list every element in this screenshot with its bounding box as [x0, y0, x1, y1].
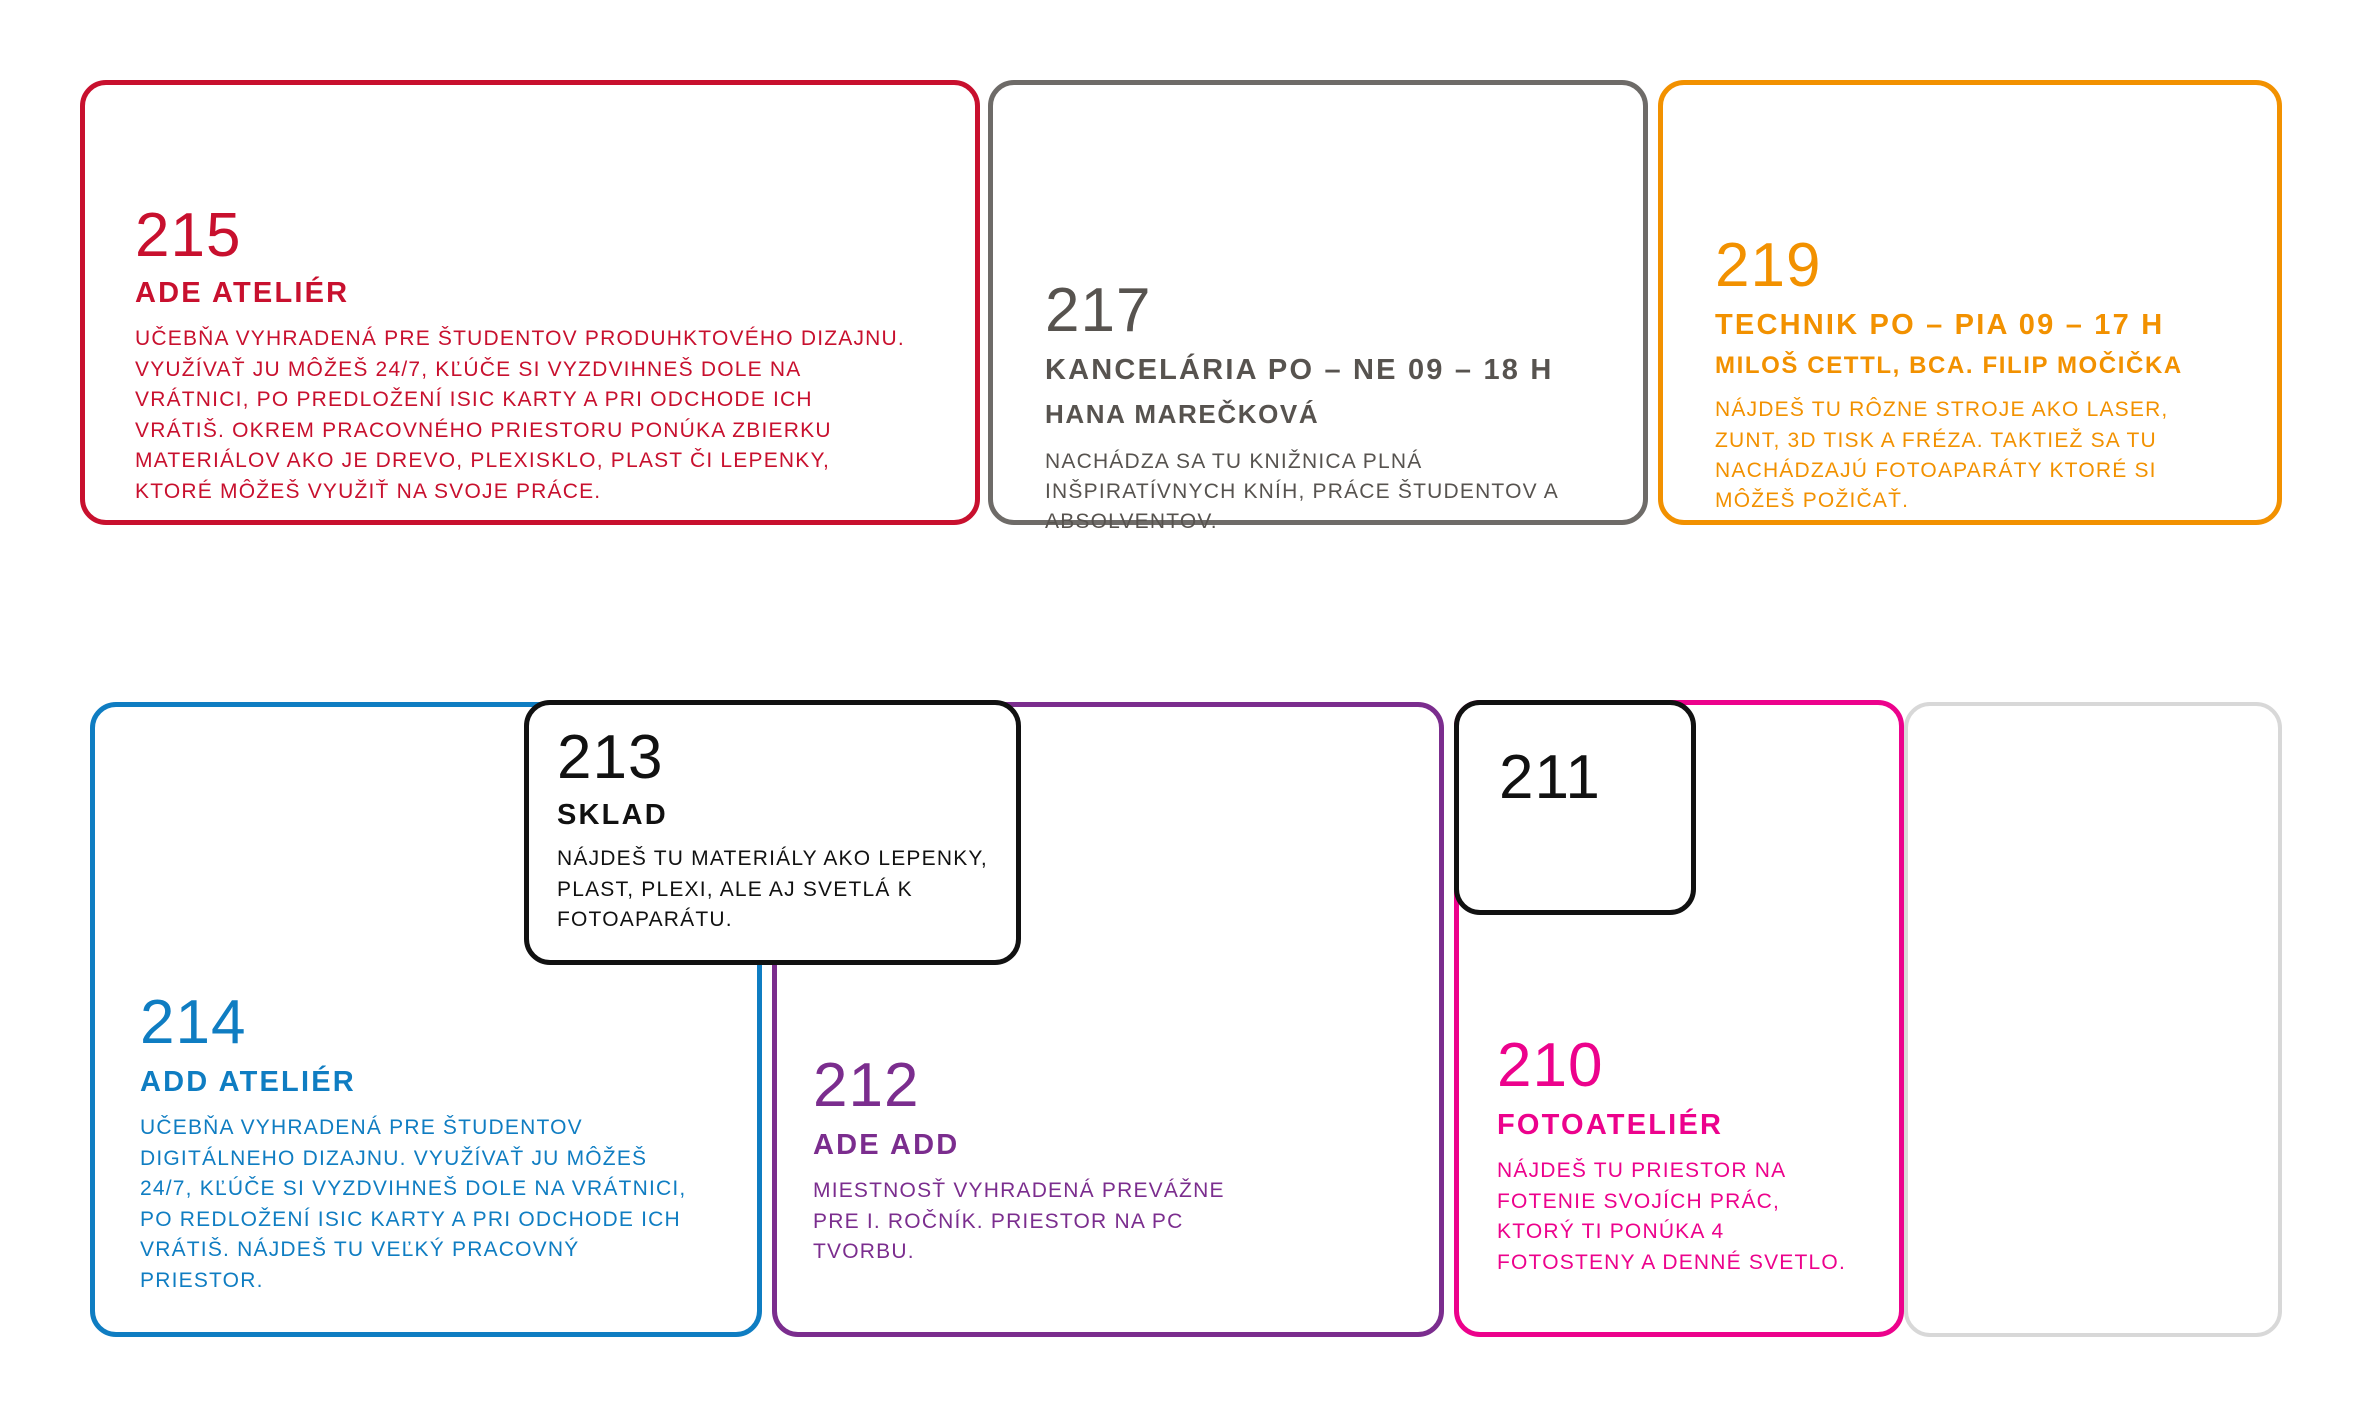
room-213-name: SKLAD	[557, 799, 668, 831]
room-215-number: 215	[135, 201, 242, 270]
room-211-number: 211	[1499, 743, 1601, 812]
room-card-211[interactable]	[1454, 700, 1696, 915]
room-214-number: 214	[140, 988, 247, 1057]
room-214-description: UČEBŇA VYHRADENÁ PRE ŠTUDENTOV DIGITÁLNEHO DIZAJNU. VYUŽÍVAŤ JU MÔŽEŠ 24/7, KĽÚČE SI VYZDVIHNEŠ DOLE NA VRÁTNICI, PO REDLOŽENÍ ISIC KARTY A PRI ODCHODE ICH VRÁTIŠ. NÁJDEŠ TU VEĽKÝ PRACOVNÝ PRIESTOR.	[140, 1116, 687, 1292]
room-215-content	[135, 201, 925, 507]
room-212-description: MIESTNOSŤ VYHRADENÁ PREVÁŽNE PRE I. ROČNÍK. PRIESTOR NA PC TVORBU.	[813, 1179, 1225, 1264]
room-212-content	[813, 1051, 1413, 1268]
room-214-name: ADD ATELIÉR	[140, 1066, 356, 1098]
room-card-217[interactable]	[988, 80, 1648, 534]
room-219-description: NÁJDEŠ TU RÔZNE STROJE AKO LASER, ZUNT, 3D TISK A FRÉZA. TAKTIEŽ SA TU NACHÁDZAJÚ FOTOAPARÁTY KTORÉ SI MÔŽEŠ POŽIČAŤ.	[1715, 398, 2169, 513]
room-214-content	[140, 988, 740, 1296]
room-219-content	[1715, 231, 2255, 517]
room-card-219[interactable]	[1658, 80, 2282, 525]
room-213-number: 213	[557, 723, 664, 792]
room-210-content	[1497, 1031, 1887, 1278]
room-217-description: NACHÁDZA SA TU KNIŽNICA PLNÁ INŠPIRATÍVNYCH KNÍH, PRÁCE ŠTUDENTOV A ABSOLVENTOV.	[1045, 449, 1558, 534]
room-210-number: 210	[1497, 1031, 1604, 1100]
room-213-content	[557, 723, 1007, 936]
room-219-name: TECHNIK PO – PIA 09 – 17 H	[1715, 309, 2165, 341]
room-215-description: UČEBŇA VYHRADENÁ PRE ŠTUDENTOV PRODUHKTOVÉHO DIZAJNU. VYUŽÍVAŤ JU MÔŽEŠ 24/7, KĽÚČE SI VYZDVIHNEŠ DOLE NA VRÁTNICI, PO PREDLOŽENÍ ISIC KARTY A PRI ODCHODE ICH VRÁTIŠ. OKREM PRACOVNÉHO PRIESTORU PONÚKA ZBIERKU MATERIÁLOV AKO JE DREVO, PLEXISKLO, PLAST ČI LEPENKY, KTORÉ MÔŽEŠ VYUŽIŤ NA SVOJE PRÁCE.	[135, 327, 905, 503]
room-card-213[interactable]	[524, 700, 1021, 965]
room-217-name: KANCELÁRIA PO – NE 09 – 18 H	[1045, 354, 1554, 386]
room-213-description: NÁJDEŠ TU MATERIÁLY AKO LEPENKY, PLAST, PLEXI, ALE AJ SVETLÁ K FOTOAPARÁTU.	[557, 847, 988, 932]
room-card-blank[interactable]	[1904, 702, 2282, 1337]
room-210-description: NÁJDEŠ TU PRIESTOR NA FOTENIE SVOJÍCH PRÁC, KTORÝ TI PONÚKA 4 FOTOSTENY A DENNÉ SVETLO.	[1497, 1159, 1846, 1274]
room-219-subtitle: MILOŠ CETTL, BCA. FILIP MOČIČKA	[1715, 352, 2183, 380]
room-217-content	[1045, 276, 1615, 538]
room-210-name: FOTOATELIÉR	[1497, 1109, 1724, 1141]
room-211-content	[1499, 743, 1679, 812]
room-217-subtitle: HANA MAREČKOVÁ	[1045, 399, 1320, 430]
room-card-215[interactable]	[80, 80, 980, 525]
room-219-number: 219	[1715, 231, 1822, 300]
room-212-name: ADE ADD	[813, 1129, 960, 1161]
room-215-name: ADE ATELIÉR	[135, 277, 350, 309]
room-212-number: 212	[813, 1051, 920, 1120]
room-217-number: 217	[1045, 276, 1152, 345]
